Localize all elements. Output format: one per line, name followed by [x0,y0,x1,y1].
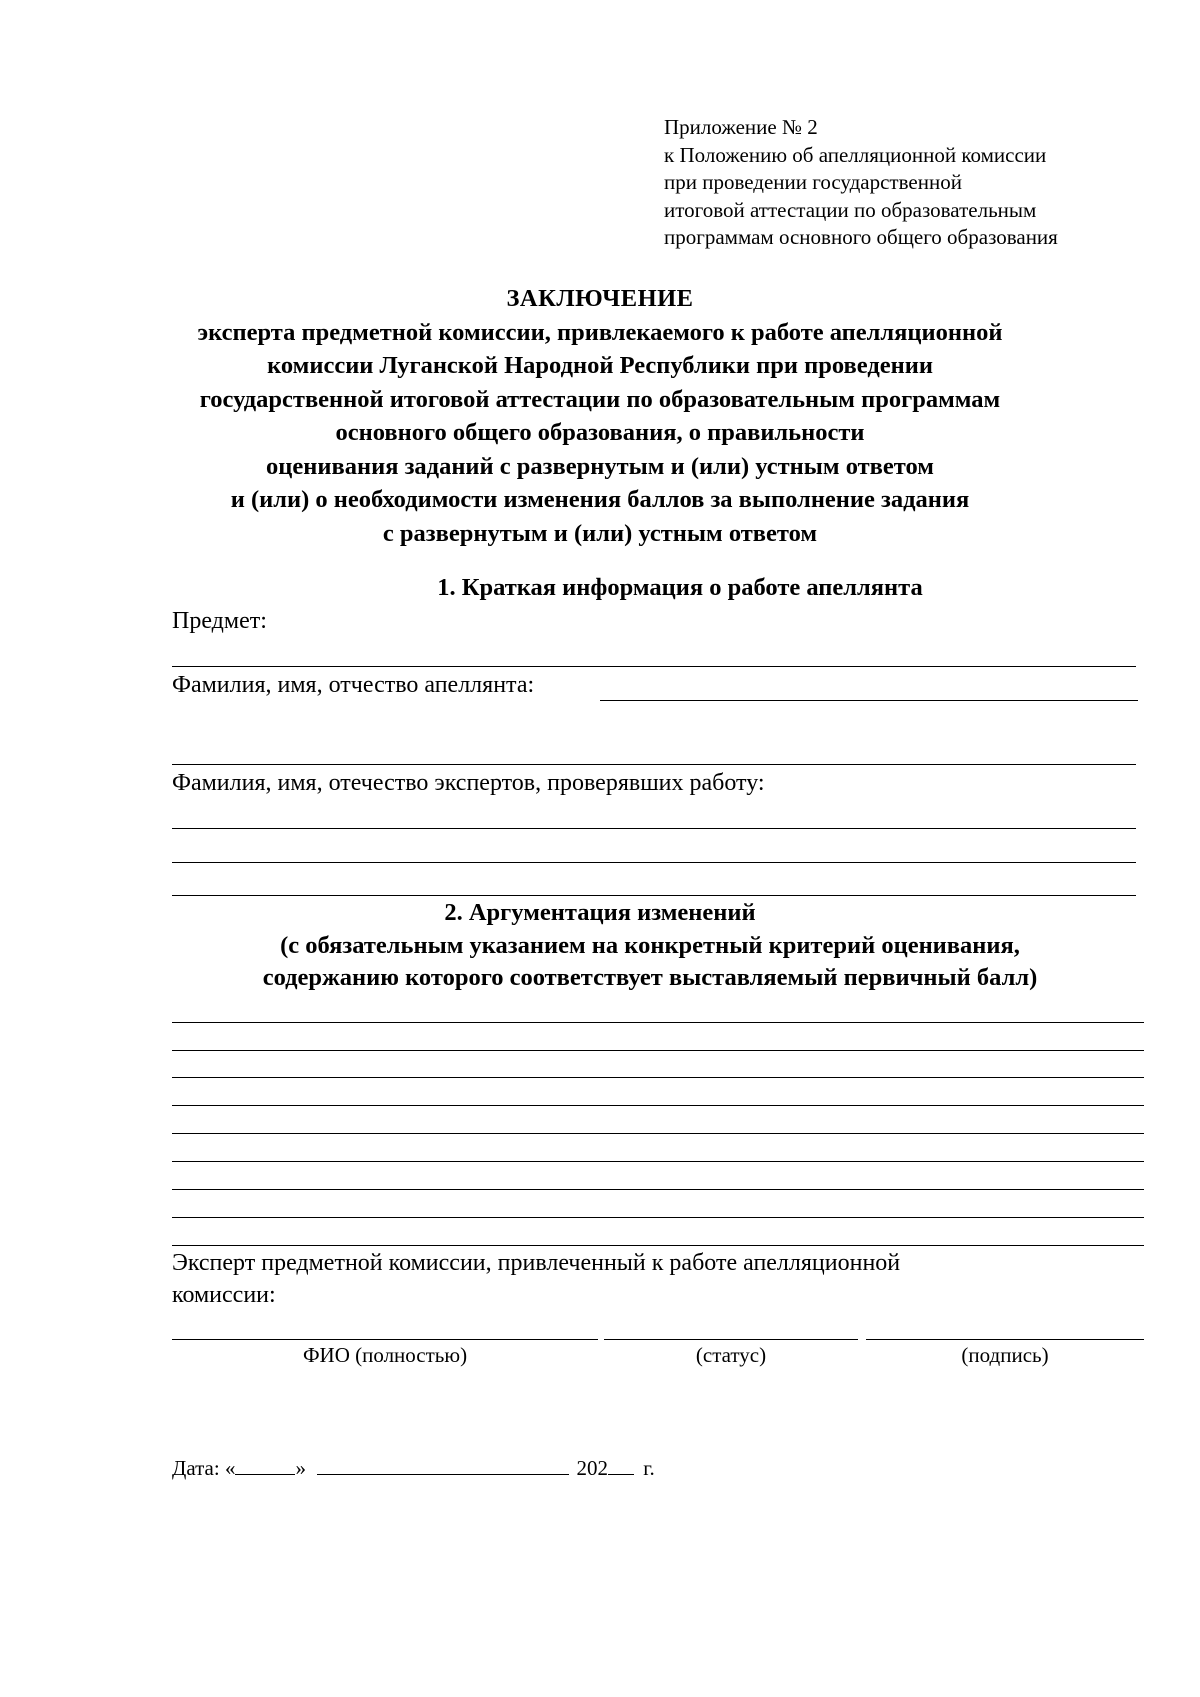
sign-signature-line[interactable] [866,1339,1144,1340]
argumentation-line[interactable] [172,1217,1144,1218]
date-year-suffix: г. [643,1456,655,1480]
expert-signature-label: Эксперт предметной комиссии, привлеченный к работе апелляционной [172,1250,901,1276]
date-month-blank[interactable] [317,1454,569,1475]
document-title [150,282,1050,550]
argumentation-line[interactable] [172,1077,1144,1078]
expert-signature-label-continued: комиссии: [172,1282,276,1308]
date-year-prefix: 202 [576,1456,608,1480]
experts-input-line[interactable] [172,862,1136,863]
appendix-line: Приложение № 2 [664,115,818,139]
argumentation-line[interactable] [172,1245,1144,1246]
subject-label: Предмет: [172,608,267,634]
subject-input-line[interactable] [172,666,1136,667]
appendix-line: при проведении государственной [664,170,962,194]
sign-caption: (подпись) [961,1343,1049,1367]
argumentation-line[interactable] [172,1050,1144,1051]
appellant-input-line-2[interactable] [172,764,1136,765]
section1-heading: 1. Краткая информация о работе апеллянта [437,574,923,601]
title-line: оценивания заданий с развернутым и (или) устным ответом [266,452,934,480]
title-line: и (или) о необходимости изменения баллов за выполнение задания [230,486,970,513]
appendix-line: итоговой аттестации по образовательным [664,197,1037,222]
date-day-blank[interactable] [235,1454,295,1475]
argumentation-line[interactable] [172,1105,1144,1106]
title-line: основного общего образования, о правильности [335,419,865,446]
title-line: эксперта предметной комиссии, привлекаемого к работе апелляционной [197,318,1003,346]
title-line: с развернутым и (или) устным ответом [382,519,818,547]
appellant-input-line[interactable] [600,700,1138,701]
appendix-reference [664,114,1144,252]
experts-label: Фамилия, имя, отечество экспертов, проверявших работу: [172,770,765,796]
section2-subheading: (с обязательным указанием на конкретный критерий оценивания, [280,932,1020,959]
section2-heading: 2. Аргументация изменений [444,899,756,926]
fio-signature-line[interactable] [172,1339,598,1340]
argumentation-line[interactable] [172,1161,1144,1162]
experts-input-line[interactable] [172,895,1136,896]
appellant-label: Фамилия, имя, отчество апеллянта: [172,672,535,698]
argumentation-line[interactable] [172,1133,1144,1134]
section2-subheading: содержанию которого соответствует выставляемый первичный балл) [262,964,1038,991]
date-close-quote: » [295,1456,306,1480]
date-year-blank[interactable] [608,1454,634,1475]
date-row [172,1454,655,1481]
appendix-line: к Положению об апелляционной комиссии [664,142,1047,167]
title-main: ЗАКЛЮЧЕНИЕ [506,285,694,312]
title-line: комиссии Луганской Народной Республики при проведении [267,352,933,379]
title-line: государственной итоговой аттестации по образовательным программам [199,385,1001,413]
date-prefix: Дата: « [172,1456,236,1480]
argumentation-line[interactable] [172,1189,1144,1190]
argumentation-line[interactable] [172,1022,1144,1023]
status-signature-line[interactable] [604,1339,858,1340]
appendix-line: программам основного общего образования [664,225,1058,249]
fio-caption: ФИО (полностью) [302,1343,468,1367]
status-caption: (статус) [695,1343,767,1367]
experts-input-line[interactable] [172,828,1136,829]
